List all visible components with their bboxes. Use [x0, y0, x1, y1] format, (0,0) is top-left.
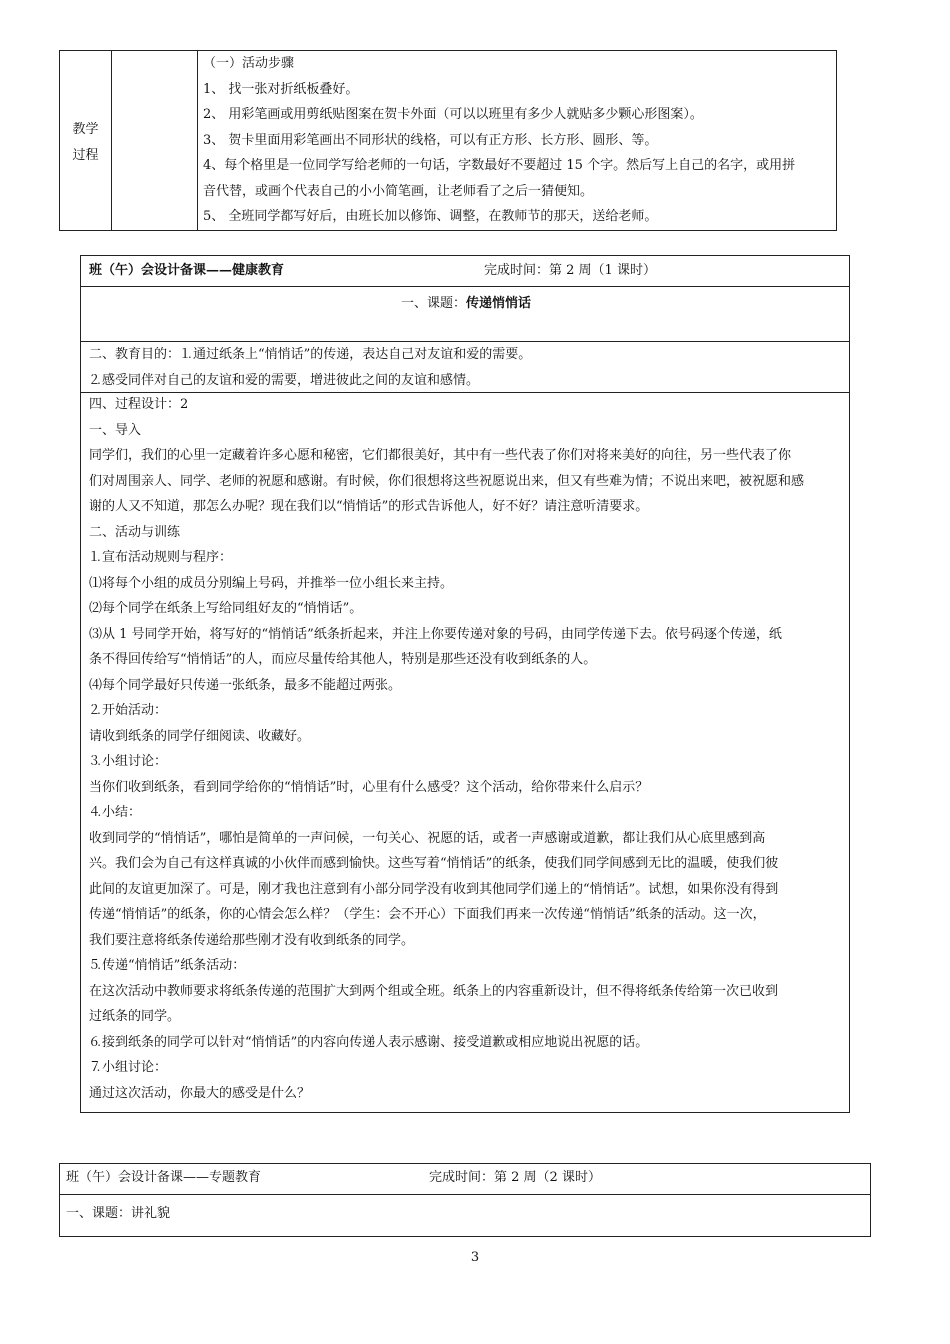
lesson-process-table [59, 50, 837, 231]
text-line: 音代替，或画个代表自己的小小简笔画，让老师看了之后一猜便知。 [203, 183, 594, 199]
text-line: 当你们收到纸条，看到同学给你的“悄悄话”时，心里有什么感受？这个活动，给你带来什么启示？ [89, 779, 649, 795]
text-line: 2、 用彩笔画或用剪纸贴图案在贺卡外面（可以以班里有多少人就贴多少颗心形图案）。 [203, 107, 703, 122]
text-line: ⑷每个同学最好只传递一张纸条，最多不能超过两张。 [89, 677, 402, 693]
goal-line: 二、教育目的：⒈通过纸条上“悄悄话”的传递，表达自己对友谊和爱的需要。 [89, 347, 532, 362]
text-line: ⒉开始活动： [89, 703, 168, 718]
table-header [89, 258, 839, 284]
text-line: （一）活动步骤 [203, 56, 295, 71]
process-label [60, 117, 111, 168]
lesson-plan-table-health [80, 255, 850, 1113]
text-line: 请收到纸条的同学仔细阅读、收藏好。 [89, 728, 311, 744]
topic-title: 传递悄悄话 [466, 296, 532, 311]
lesson-topic [66, 1201, 856, 1227]
goal-line: ⒉感受同伴对自己的友谊和爱的需要，增进彼此之间的友谊和感情。 [89, 372, 480, 388]
header-title: 班（午）会设计备课——专题教育 [66, 1170, 262, 1185]
text-line: ⒍接到纸条的同学可以针对“悄悄话”的内容向传递人表示感谢、接受道歉或相应地说出祝愿的话。 [89, 1034, 649, 1050]
lesson-topic [81, 291, 851, 317]
text-line: 们对周围亲人、同学、老师的祝愿和感谢。有时候，你们很想将这些祝愿说出来，但又有些难为情；不说出来吧，被祝愿和感 [89, 473, 805, 489]
process-label-line: 教学 [72, 122, 99, 137]
table-header [66, 1165, 856, 1191]
text-line: 3、 贺卡里面用彩笔画出不同形状的线格，可以有正方形、长方形、圆形、等。 [203, 132, 658, 148]
header-title: 班（午）会设计备课——健康教育 [89, 263, 285, 278]
text-line: 4、每个格里是一位同学写给老师的一句话，字数最好不要超过 15 个字。然后写上自己的名字，或用拼 [203, 158, 796, 173]
text-line: 通过这次活动，你最大的感受是什么？ [89, 1085, 311, 1101]
text-line: 此间的友谊更加深了。可是，刚才我也注意到有小部分同学没有收到其他同学们递上的“悄悄话”。试想，如果你没有得到 [89, 881, 779, 897]
text-line: ⒊小组讨论： [89, 754, 168, 769]
text-line: ⒋小结： [89, 805, 142, 820]
process-label-line: 过程 [72, 147, 99, 163]
text-line: 谢的人又不知道，那怎么办呢？现在我们以“悄悄话”的形式告诉他人，好不好？请注意听清要求。 [89, 499, 649, 514]
text-line: 同学们，我们的心里一定藏着许多心愿和秘密，它们都很美好，其中有一些代表了你们对将来美好的向往，另一些代表了你 [89, 448, 792, 463]
lesson-plan-table-topic [59, 1163, 871, 1237]
text-line: 四、过程设计：2 [89, 397, 189, 412]
text-line: 条不得回传给写“悄悄话”的人，而应尽量传给其他人，特别是那些还没有收到纸条的人。 [89, 652, 597, 667]
process-design [89, 392, 844, 1106]
text-line: 收到同学的“悄悄话”，哪怕是简单的一声问候，一句关心、祝愿的话，或者一声感谢或道歉，都让我们从心底里感到高 [89, 830, 766, 846]
completion-time: 完成时间：第 2 周（2 课时） [429, 1170, 601, 1185]
text-line: 在这次活动中教师要求将纸条传递的范围扩大到两个组或全班。纸条上的内容重新设计，但不得将纸条传给第一次已收到 [89, 983, 779, 999]
completion-time: 完成时间：第 2 周（1 课时） [484, 263, 656, 278]
text-line: ⒎小组讨论： [89, 1060, 168, 1075]
text-line: 传递“悄悄话”的纸条，你的心情会怎么样？（学生：会不开心）下面我们再来一次传递“悄悄话”纸条的活动。这一次， [89, 907, 766, 922]
text-line: 1、 找一张对折纸板叠好。 [203, 81, 359, 97]
text-line: 我们要注意将纸条传递给那些刚才没有收到纸条的同学。 [89, 932, 415, 948]
page-number: 3 [470, 1250, 480, 1265]
education-goals [89, 342, 844, 393]
text-line: 一、导入 [89, 422, 142, 438]
topic-line: 一、课题：讲礼貌 [66, 1206, 171, 1221]
text-line: ⒈宣布活动规则与程序： [89, 550, 233, 565]
text-line: 兴。我们会为自己有这样真诚的小伙伴而感到愉快。这些写着“悄悄话”的纸条，使我们同学间感到无比的温暖，使我们彼 [89, 856, 779, 871]
text-line: 二、活动与训练 [89, 524, 181, 540]
column-divider [197, 51, 198, 230]
text-line: ⑶从 1 号同学开始，将写好的“悄悄话”纸条折起来，并注上你要传递对象的号码，由同学传递下去。依号码逐个传递，纸 [89, 626, 782, 642]
text-line: 过纸条的同学。 [89, 1009, 181, 1024]
activity-steps [203, 51, 833, 230]
row-divider [81, 286, 849, 287]
column-divider [111, 51, 112, 230]
text-line: ⑴将每个小组的成员分别编上号码，并推举一位小组长来主持。 [89, 575, 454, 591]
text-line: ⑵每个同学在纸条上写给同组好友的“悄悄话”。 [89, 601, 363, 616]
text-line: ⒌传递“悄悄话”纸条活动： [89, 958, 246, 973]
topic-prefix: 一、课题： [400, 296, 466, 311]
text-line: 5、 全班同学都写好后，由班长加以修饰、调整，在教师节的那天，送给老师。 [203, 209, 658, 224]
row-divider [60, 1194, 870, 1195]
